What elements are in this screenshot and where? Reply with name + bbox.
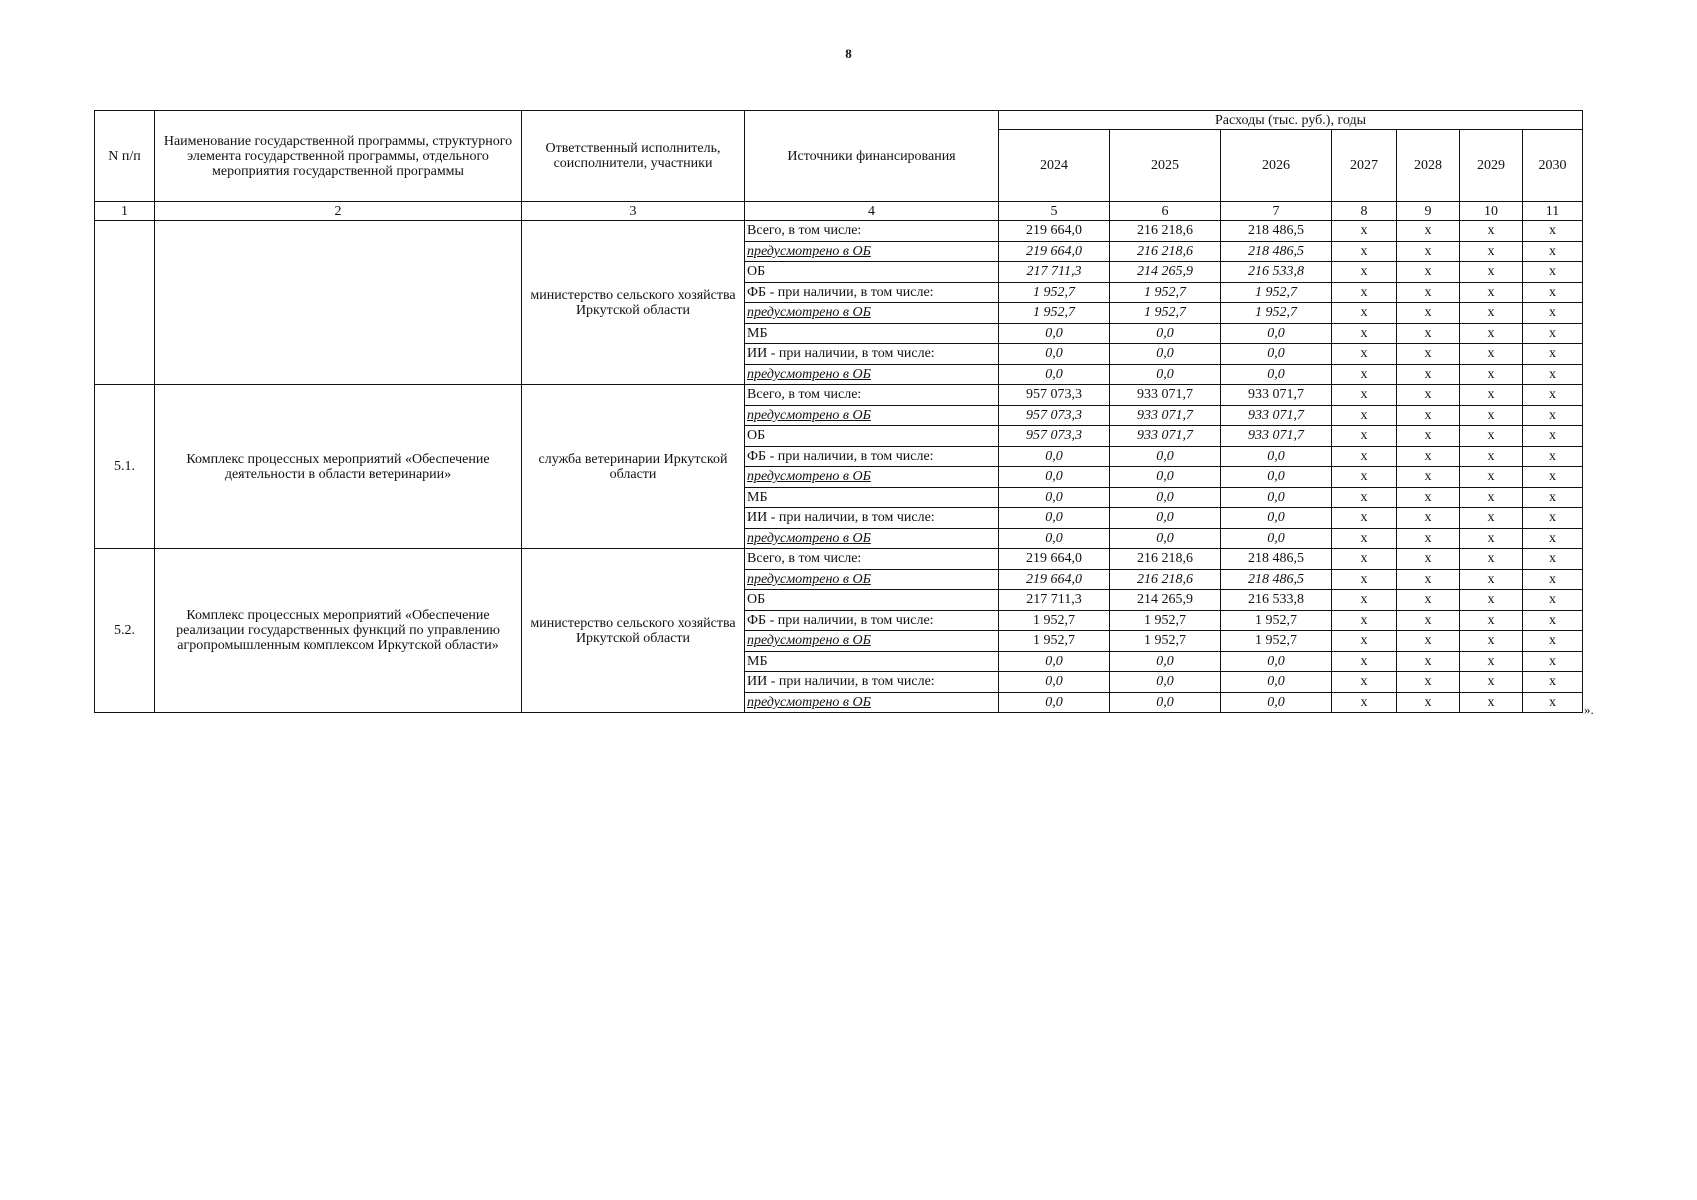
column-number-cell: 7 — [1221, 202, 1332, 221]
amount-2026: 0,0 — [1221, 364, 1332, 385]
not-applicable-2029: х — [1460, 282, 1523, 303]
not-applicable-2030: х — [1523, 569, 1583, 590]
funding-source: ФБ - при наличии, в том числе: — [745, 282, 999, 303]
table-row — [95, 549, 1583, 570]
funding-source: Всего, в том числе: — [745, 549, 999, 570]
column-number-cell: 1 — [95, 202, 155, 221]
amount-2025: 0,0 — [1110, 446, 1221, 467]
amount-2024: 219 664,0 — [999, 569, 1110, 590]
amount-2024: 0,0 — [999, 672, 1110, 693]
amount-2024: 0,0 — [999, 344, 1110, 365]
amount-2024: 0,0 — [999, 508, 1110, 529]
amount-2025: 0,0 — [1110, 672, 1221, 693]
amount-2024: 0,0 — [999, 323, 1110, 344]
not-applicable-2027: х — [1332, 344, 1397, 365]
not-applicable-2028: х — [1397, 610, 1460, 631]
not-applicable-2028: х — [1397, 528, 1460, 549]
column-number-cell: 6 — [1110, 202, 1221, 221]
funding-source: предусмотрено в ОБ — [745, 692, 999, 713]
not-applicable-2030: х — [1523, 590, 1583, 611]
amount-2026: 218 486,5 — [1221, 569, 1332, 590]
header-expenses-title: Расходы (тыс. руб.), годы — [999, 111, 1583, 130]
not-applicable-2028: х — [1397, 487, 1460, 508]
column-number-cell: 2 — [155, 202, 522, 221]
amount-2025: 0,0 — [1110, 364, 1221, 385]
funding-source: предусмотрено в ОБ — [745, 303, 999, 324]
column-number-cell: 11 — [1523, 202, 1583, 221]
column-number-cell: 4 — [745, 202, 999, 221]
amount-2024: 957 073,3 — [999, 385, 1110, 406]
not-applicable-2030: х — [1523, 323, 1583, 344]
amount-2024: 217 711,3 — [999, 590, 1110, 611]
amount-2026: 0,0 — [1221, 528, 1332, 549]
funding-source: ОБ — [745, 262, 999, 283]
amount-2025: 0,0 — [1110, 344, 1221, 365]
not-applicable-2027: х — [1332, 405, 1397, 426]
page-number: 8 — [845, 46, 852, 61]
amount-2025: 216 218,6 — [1110, 241, 1221, 262]
not-applicable-2030: х — [1523, 385, 1583, 406]
amount-2026: 0,0 — [1221, 672, 1332, 693]
not-applicable-2029: х — [1460, 446, 1523, 467]
not-applicable-2030: х — [1523, 508, 1583, 529]
column-number-cell: 9 — [1397, 202, 1460, 221]
amount-2025: 216 218,6 — [1110, 221, 1221, 242]
funding-source: ИИ - при наличии, в том числе: — [745, 672, 999, 693]
not-applicable-2030: х — [1523, 344, 1583, 365]
funding-source: предусмотрено в ОБ — [745, 631, 999, 652]
group-executor: служба ветеринарии Иркутской области — [522, 385, 745, 549]
not-applicable-2029: х — [1460, 549, 1523, 570]
group-executor: министерство сельского хозяйства Иркутской области — [522, 549, 745, 713]
not-applicable-2027: х — [1332, 549, 1397, 570]
amount-2024: 0,0 — [999, 528, 1110, 549]
funding-source: Всего, в том числе: — [745, 385, 999, 406]
amount-2026: 0,0 — [1221, 467, 1332, 488]
not-applicable-2029: х — [1460, 344, 1523, 365]
not-applicable-2029: х — [1460, 569, 1523, 590]
group-name: Комплекс процессных мероприятий «Обеспечение деятельности в области ветеринарии» — [155, 385, 522, 549]
not-applicable-2029: х — [1460, 221, 1523, 242]
amount-2026: 216 533,8 — [1221, 262, 1332, 283]
not-applicable-2029: х — [1460, 262, 1523, 283]
group-number: 5.2. — [95, 549, 155, 713]
not-applicable-2028: х — [1397, 344, 1460, 365]
funding-source: ИИ - при наличии, в том числе: — [745, 508, 999, 529]
not-applicable-2027: х — [1332, 672, 1397, 693]
not-applicable-2030: х — [1523, 426, 1583, 447]
not-applicable-2030: х — [1523, 405, 1583, 426]
not-applicable-2028: х — [1397, 467, 1460, 488]
header-col-name: Наименование государственной программы, структурного элемента государственной программы, отдельного мероприятия государственной программы — [155, 111, 522, 202]
not-applicable-2029: х — [1460, 241, 1523, 262]
header-year-2027: 2027 — [1332, 130, 1397, 202]
column-number-cell: 5 — [999, 202, 1110, 221]
group-name — [155, 221, 522, 385]
amount-2025: 0,0 — [1110, 692, 1221, 713]
closing-quote-mark: ». — [1584, 702, 1594, 717]
not-applicable-2027: х — [1332, 631, 1397, 652]
not-applicable-2029: х — [1460, 610, 1523, 631]
not-applicable-2029: х — [1460, 364, 1523, 385]
header-year-2030: 2030 — [1523, 130, 1583, 202]
not-applicable-2030: х — [1523, 528, 1583, 549]
not-applicable-2029: х — [1460, 467, 1523, 488]
amount-2024: 219 664,0 — [999, 221, 1110, 242]
not-applicable-2030: х — [1523, 487, 1583, 508]
not-applicable-2030: х — [1523, 303, 1583, 324]
amount-2024: 0,0 — [999, 651, 1110, 672]
amount-2026: 933 071,7 — [1221, 405, 1332, 426]
not-applicable-2030: х — [1523, 282, 1583, 303]
amount-2025: 214 265,9 — [1110, 262, 1221, 283]
table-row — [95, 221, 1583, 242]
not-applicable-2030: х — [1523, 672, 1583, 693]
amount-2026: 216 533,8 — [1221, 590, 1332, 611]
not-applicable-2028: х — [1397, 651, 1460, 672]
not-applicable-2028: х — [1397, 262, 1460, 283]
amount-2025: 933 071,7 — [1110, 405, 1221, 426]
not-applicable-2028: х — [1397, 549, 1460, 570]
amount-2024: 0,0 — [999, 692, 1110, 713]
not-applicable-2030: х — [1523, 631, 1583, 652]
not-applicable-2030: х — [1523, 446, 1583, 467]
not-applicable-2030: х — [1523, 241, 1583, 262]
not-applicable-2027: х — [1332, 528, 1397, 549]
group-name: Комплекс процессных мероприятий «Обеспечение реализации государственных функций по управлению агропромышленным комплексом Иркутской области» — [155, 549, 522, 713]
amount-2025: 0,0 — [1110, 528, 1221, 549]
not-applicable-2029: х — [1460, 651, 1523, 672]
amount-2024: 219 664,0 — [999, 241, 1110, 262]
funding-source: ФБ - при наличии, в том числе: — [745, 446, 999, 467]
amount-2026: 218 486,5 — [1221, 221, 1332, 242]
amount-2024: 1 952,7 — [999, 631, 1110, 652]
not-applicable-2029: х — [1460, 672, 1523, 693]
amount-2026: 0,0 — [1221, 344, 1332, 365]
not-applicable-2028: х — [1397, 221, 1460, 242]
amount-2026: 0,0 — [1221, 651, 1332, 672]
amount-2026: 0,0 — [1221, 323, 1332, 344]
amount-2025: 214 265,9 — [1110, 590, 1221, 611]
amount-2026: 1 952,7 — [1221, 303, 1332, 324]
header-column-numbers-row — [95, 202, 1583, 221]
header-year-2026: 2026 — [1221, 130, 1332, 202]
not-applicable-2029: х — [1460, 631, 1523, 652]
amount-2024: 0,0 — [999, 364, 1110, 385]
not-applicable-2027: х — [1332, 303, 1397, 324]
amount-2025: 933 071,7 — [1110, 426, 1221, 447]
amount-2026: 0,0 — [1221, 508, 1332, 529]
not-applicable-2028: х — [1397, 241, 1460, 262]
amount-2024: 217 711,3 — [999, 262, 1110, 283]
not-applicable-2030: х — [1523, 467, 1583, 488]
not-applicable-2029: х — [1460, 692, 1523, 713]
funding-source: МБ — [745, 323, 999, 344]
not-applicable-2029: х — [1460, 487, 1523, 508]
funding-source: ОБ — [745, 590, 999, 611]
funding-source: предусмотрено в ОБ — [745, 241, 999, 262]
not-applicable-2028: х — [1397, 385, 1460, 406]
not-applicable-2028: х — [1397, 569, 1460, 590]
header-year-2028: 2028 — [1397, 130, 1460, 202]
amount-2026: 0,0 — [1221, 446, 1332, 467]
not-applicable-2028: х — [1397, 282, 1460, 303]
not-applicable-2029: х — [1460, 590, 1523, 611]
amount-2024: 0,0 — [999, 446, 1110, 467]
amount-2024: 1 952,7 — [999, 303, 1110, 324]
amount-2026: 933 071,7 — [1221, 385, 1332, 406]
header-col-num: N п/п — [95, 111, 155, 202]
not-applicable-2029: х — [1460, 385, 1523, 406]
not-applicable-2027: х — [1332, 467, 1397, 488]
amount-2025: 1 952,7 — [1110, 631, 1221, 652]
amount-2026: 1 952,7 — [1221, 282, 1332, 303]
funding-source: предусмотрено в ОБ — [745, 569, 999, 590]
not-applicable-2027: х — [1332, 385, 1397, 406]
amount-2026: 1 952,7 — [1221, 610, 1332, 631]
amount-2026: 0,0 — [1221, 692, 1332, 713]
not-applicable-2030: х — [1523, 651, 1583, 672]
amount-2026: 218 486,5 — [1221, 549, 1332, 570]
not-applicable-2029: х — [1460, 426, 1523, 447]
amount-2024: 219 664,0 — [999, 549, 1110, 570]
amount-2025: 0,0 — [1110, 487, 1221, 508]
group-number: 5.1. — [95, 385, 155, 549]
budget-table — [94, 110, 1583, 713]
amount-2025: 0,0 — [1110, 651, 1221, 672]
amount-2026: 933 071,7 — [1221, 426, 1332, 447]
not-applicable-2029: х — [1460, 405, 1523, 426]
not-applicable-2030: х — [1523, 610, 1583, 631]
not-applicable-2027: х — [1332, 221, 1397, 242]
funding-source: ФБ - при наличии, в том числе: — [745, 610, 999, 631]
not-applicable-2028: х — [1397, 631, 1460, 652]
not-applicable-2028: х — [1397, 405, 1460, 426]
not-applicable-2030: х — [1523, 692, 1583, 713]
not-applicable-2027: х — [1332, 692, 1397, 713]
amount-2024: 0,0 — [999, 467, 1110, 488]
not-applicable-2028: х — [1397, 446, 1460, 467]
amount-2025: 0,0 — [1110, 323, 1221, 344]
amount-2026: 1 952,7 — [1221, 631, 1332, 652]
amount-2024: 0,0 — [999, 487, 1110, 508]
amount-2025: 1 952,7 — [1110, 303, 1221, 324]
column-number-cell: 10 — [1460, 202, 1523, 221]
not-applicable-2027: х — [1332, 569, 1397, 590]
not-applicable-2030: х — [1523, 364, 1583, 385]
amount-2025: 0,0 — [1110, 508, 1221, 529]
not-applicable-2028: х — [1397, 672, 1460, 693]
column-number-cell: 8 — [1332, 202, 1397, 221]
not-applicable-2027: х — [1332, 241, 1397, 262]
not-applicable-2030: х — [1523, 262, 1583, 283]
header-year-2024: 2024 — [999, 130, 1110, 202]
not-applicable-2028: х — [1397, 323, 1460, 344]
not-applicable-2027: х — [1332, 323, 1397, 344]
amount-2025: 216 218,6 — [1110, 569, 1221, 590]
funding-source: ИИ - при наличии, в том числе: — [745, 344, 999, 365]
amount-2026: 218 486,5 — [1221, 241, 1332, 262]
not-applicable-2029: х — [1460, 528, 1523, 549]
not-applicable-2027: х — [1332, 610, 1397, 631]
amount-2025: 0,0 — [1110, 467, 1221, 488]
header-year-2025: 2025 — [1110, 130, 1221, 202]
funding-source: предусмотрено в ОБ — [745, 528, 999, 549]
not-applicable-2028: х — [1397, 508, 1460, 529]
not-applicable-2030: х — [1523, 549, 1583, 570]
header-year-2029: 2029 — [1460, 130, 1523, 202]
amount-2024: 957 073,3 — [999, 405, 1110, 426]
funding-source: предусмотрено в ОБ — [745, 364, 999, 385]
group-number — [95, 221, 155, 385]
table-row — [95, 385, 1583, 406]
amount-2024: 1 952,7 — [999, 282, 1110, 303]
amount-2025: 933 071,7 — [1110, 385, 1221, 406]
group-executor: министерство сельского хозяйства Иркутской области — [522, 221, 745, 385]
not-applicable-2027: х — [1332, 508, 1397, 529]
funding-source: предусмотрено в ОБ — [745, 405, 999, 426]
funding-source: предусмотрено в ОБ — [745, 467, 999, 488]
not-applicable-2027: х — [1332, 651, 1397, 672]
amount-2024: 957 073,3 — [999, 426, 1110, 447]
not-applicable-2027: х — [1332, 590, 1397, 611]
amount-2025: 1 952,7 — [1110, 282, 1221, 303]
not-applicable-2028: х — [1397, 692, 1460, 713]
not-applicable-2029: х — [1460, 508, 1523, 529]
column-number-cell: 3 — [522, 202, 745, 221]
not-applicable-2027: х — [1332, 426, 1397, 447]
not-applicable-2028: х — [1397, 303, 1460, 324]
not-applicable-2029: х — [1460, 323, 1523, 344]
table-body — [95, 221, 1583, 713]
not-applicable-2027: х — [1332, 282, 1397, 303]
not-applicable-2028: х — [1397, 590, 1460, 611]
not-applicable-2027: х — [1332, 262, 1397, 283]
header-col-executor: Ответственный исполнитель, соисполнители, участники — [522, 111, 745, 202]
not-applicable-2029: х — [1460, 303, 1523, 324]
header-col-source: Источники финансирования — [745, 111, 999, 202]
amount-2026: 0,0 — [1221, 487, 1332, 508]
amount-2025: 216 218,6 — [1110, 549, 1221, 570]
amount-2024: 1 952,7 — [999, 610, 1110, 631]
not-applicable-2030: х — [1523, 221, 1583, 242]
not-applicable-2028: х — [1397, 426, 1460, 447]
not-applicable-2027: х — [1332, 487, 1397, 508]
funding-source: МБ — [745, 651, 999, 672]
not-applicable-2027: х — [1332, 446, 1397, 467]
funding-source: Всего, в том числе: — [745, 221, 999, 242]
not-applicable-2028: х — [1397, 364, 1460, 385]
amount-2025: 1 952,7 — [1110, 610, 1221, 631]
funding-source: ОБ — [745, 426, 999, 447]
funding-source: МБ — [745, 487, 999, 508]
not-applicable-2027: х — [1332, 364, 1397, 385]
